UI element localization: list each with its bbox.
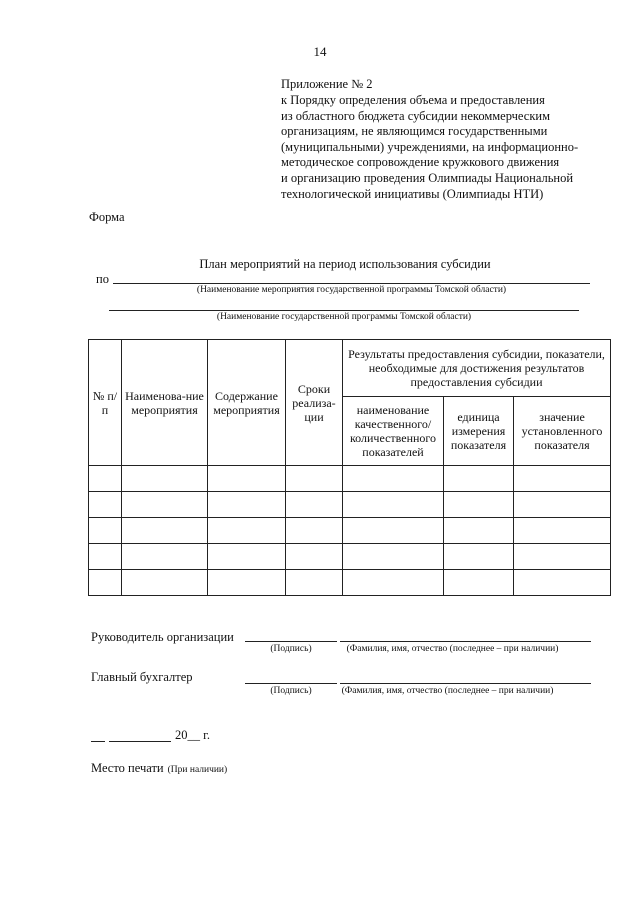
accountant-fio-caption: (Фамилия, имя, отчество (последнее – при наличии)	[341, 686, 554, 696]
stamp-label: Место печати	[91, 761, 164, 775]
appendix-title: Приложение № 2	[281, 77, 373, 91]
header-indicator-name: наименование качественного/ количественного показателей	[343, 397, 444, 466]
table-cell[interactable]	[343, 492, 444, 518]
table-cell[interactable]	[444, 466, 514, 492]
table-cell[interactable]	[208, 492, 286, 518]
header-terms: Сроки реализа-ции	[286, 340, 343, 466]
table-cell[interactable]	[514, 544, 611, 570]
table-cell[interactable]	[444, 570, 514, 596]
table-cell[interactable]	[122, 492, 208, 518]
page-number: 14	[313, 44, 327, 59]
table-cell[interactable]	[514, 492, 611, 518]
table-cell[interactable]	[89, 518, 122, 544]
director-fio-caption: (Фамилия, имя, отчество (последнее – при наличии)	[346, 644, 559, 654]
table-cell[interactable]	[286, 466, 343, 492]
appendix-line: методическое сопровождение кружкового движения	[281, 155, 560, 170]
date-month-line[interactable]	[109, 741, 171, 742]
appendix-line: организациям, не являющимся государственными	[281, 124, 548, 139]
table-cell[interactable]	[208, 544, 286, 570]
table-cell[interactable]	[343, 466, 444, 492]
appendix-line: и организацию проведения Олимпиады Национальной	[281, 170, 574, 185]
table-row	[89, 518, 611, 544]
table-cell[interactable]	[122, 466, 208, 492]
table-row	[89, 466, 611, 492]
header-content: Содержание мероприятия	[208, 340, 286, 466]
table-cell[interactable]	[286, 570, 343, 596]
table-cell[interactable]	[343, 570, 444, 596]
table-cell[interactable]	[122, 518, 208, 544]
accountant-signature-line[interactable]	[245, 683, 337, 684]
date-year: 20__ г.	[175, 728, 210, 742]
date-day-line[interactable]	[91, 741, 105, 742]
director-signature-line[interactable]	[245, 641, 337, 642]
header-event-name: Наименова-ние мероприятия	[122, 340, 208, 466]
table-cell[interactable]	[89, 466, 122, 492]
appendix-line: из областного бюджета субсидии некоммерческим	[281, 108, 551, 123]
form-label: Форма	[89, 210, 125, 224]
header-results-group: Результаты предоставления субсидии, показатели, необходимые для достижения результатов предоставления субсидии	[343, 340, 611, 397]
table-cell[interactable]	[89, 492, 122, 518]
table-cell[interactable]	[208, 518, 286, 544]
appendix-line: (муниципальными) учреждениями, на информационно-	[281, 139, 579, 154]
program-name-line[interactable]	[109, 310, 579, 311]
accountant-label: Главный бухгалтер	[91, 670, 193, 684]
appendix-line: к Порядку определения объема и предоставления	[281, 93, 545, 107]
table-cell[interactable]	[122, 544, 208, 570]
table-cell[interactable]	[89, 570, 122, 596]
table-cell[interactable]	[343, 518, 444, 544]
table-cell[interactable]	[286, 492, 343, 518]
program-event-caption: (Наименование мероприятия государственной программы Томской области)	[196, 285, 507, 295]
table-cell[interactable]	[514, 570, 611, 596]
table-cell[interactable]	[286, 518, 343, 544]
program-event-line[interactable]	[113, 283, 590, 284]
table-cell[interactable]	[444, 544, 514, 570]
accountant-fio-line[interactable]	[340, 683, 591, 684]
table-cell[interactable]	[208, 466, 286, 492]
po-label: по	[96, 272, 109, 286]
director-fio-line[interactable]	[340, 641, 591, 642]
header-value: значение установленного показателя	[514, 397, 611, 466]
header-num: № п/п	[89, 340, 122, 466]
table-cell[interactable]	[514, 466, 611, 492]
director-signature-caption: (Подпись)	[270, 644, 312, 654]
table-cell[interactable]	[208, 570, 286, 596]
table-cell[interactable]	[514, 518, 611, 544]
table-row	[89, 544, 611, 570]
table-cell[interactable]	[444, 492, 514, 518]
stamp-note: (При наличии)	[167, 765, 228, 775]
table-cell[interactable]	[122, 570, 208, 596]
table-row	[89, 570, 611, 596]
plan-title: План мероприятий на период использования субсидии	[199, 257, 491, 271]
director-label: Руководитель организации	[91, 630, 234, 644]
program-name-caption: (Наименование государственной программы Томской области)	[216, 312, 472, 322]
table-cell[interactable]	[286, 544, 343, 570]
table-cell[interactable]	[444, 518, 514, 544]
table-row	[89, 492, 611, 518]
header-unit: единица измерения показателя	[444, 397, 514, 466]
stamp-block	[91, 759, 227, 777]
table-cell[interactable]	[89, 544, 122, 570]
table-cell[interactable]	[343, 544, 444, 570]
appendix-line: технологической инициативы (Олимпиады НТИ)	[281, 186, 544, 201]
plan-table	[88, 339, 611, 596]
accountant-signature-caption: (Подпись)	[270, 686, 312, 696]
appendix-body	[281, 93, 594, 202]
